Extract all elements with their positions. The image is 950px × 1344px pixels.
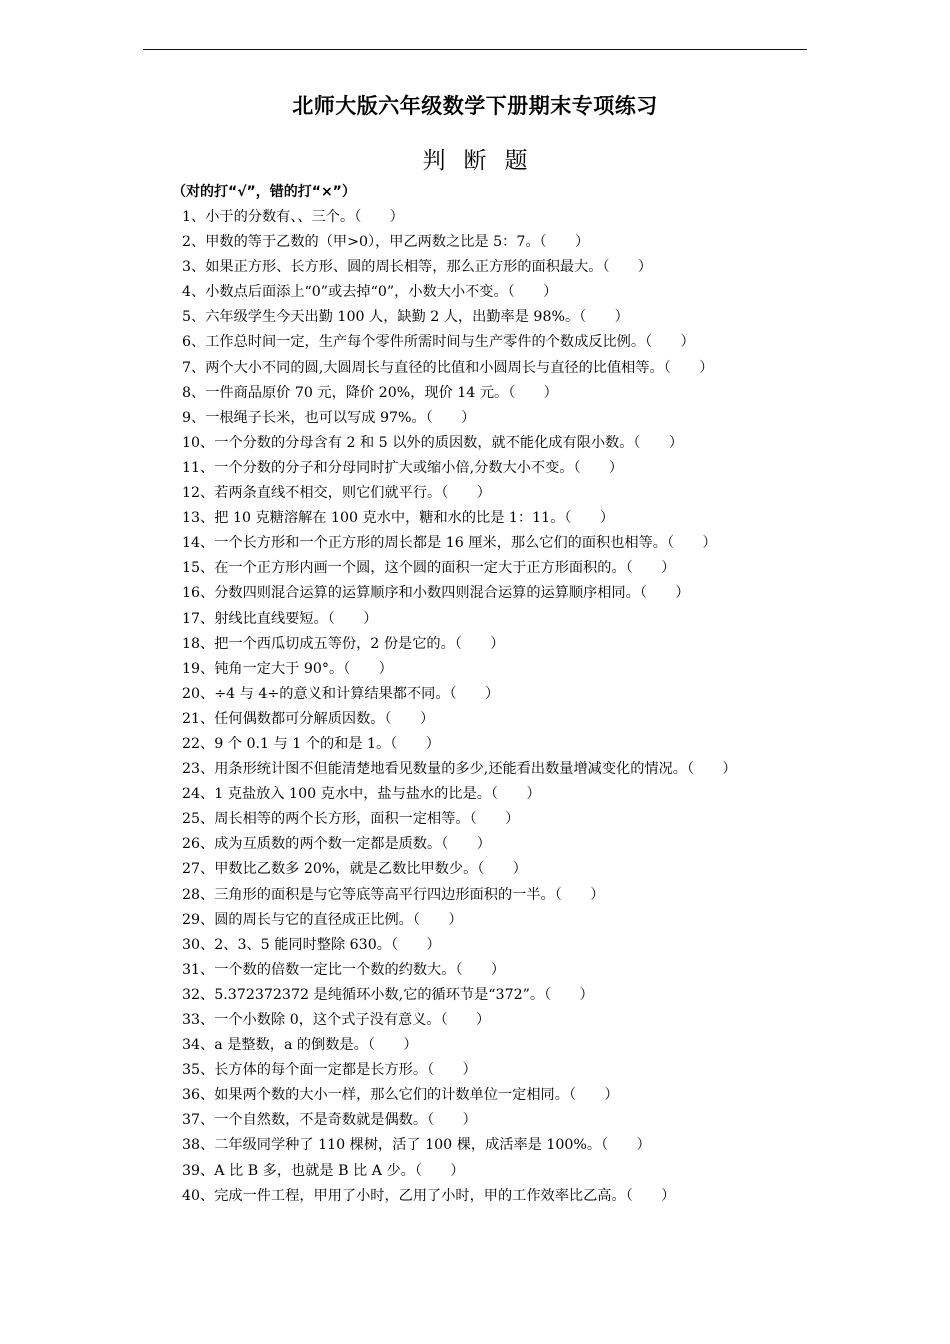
- question-item: 27、甲数比乙数多 20%，就是乙数比甲数少。（ ）: [182, 861, 527, 878]
- question-item: 36、如果两个数的大小一样，那么它们的计数单位一定相同。（ ）: [182, 1087, 619, 1104]
- question-item: 2、甲数的等于乙数的（甲>0），甲乙两数之比是 5：7。（ ）: [182, 234, 590, 251]
- question-item: 11、一个分数的分子和分母同时扩大或缩小倍,分数大小不变。（ ）: [182, 459, 624, 476]
- question-item: 5、六年级学生今天出勤 100 人，缺勤 2 人，出勤率是 98%。（ ）: [182, 309, 629, 326]
- question-item: 28、三角形的面积是与它等底等高平行四边形面积的一半。（ ）: [182, 886, 605, 903]
- question-item: 9、一根绳子长米，也可以写成 97%。（ ）: [182, 409, 476, 426]
- section-title: 判断题: [422, 148, 546, 174]
- question-item: 12、若两条直线不相交，则它们就平行。（ ）: [182, 485, 491, 502]
- question-item: 37、一个自然数，不是奇数就是偶数。（ ）: [182, 1112, 477, 1129]
- question-item: 20、÷4 与 4÷的意义和计算结果都不同。（ ）: [182, 685, 500, 702]
- question-item: 32、5.372372372 是纯循环小数,它的循环节是“372”。（ ）: [182, 986, 594, 1003]
- question-item: 14、一个长方形和一个正方形的周长都是 16 厘米，那么它们的面积也相等。（ ）: [182, 535, 717, 552]
- question-item: 40、完成一件工程，甲用了小时，乙用了小时，甲的工作效率比乙高。（ ）: [182, 1187, 676, 1204]
- question-item: 3、如果正方形、长方形、圆的周长相等，那么正方形的面积最大。（ ）: [182, 259, 653, 276]
- question-item: 22、9 个 0.1 与 1 个的和是 1。（ ）: [182, 735, 440, 752]
- question-item: 8、一件商品原价 70 元，降价 20%，现价 14 元。（ ）: [182, 384, 558, 401]
- header-rule: [143, 49, 807, 50]
- question-item: 10、一个分数的分母含有 2 和 5 以外的质因数，就不能化成有限小数。（ ）: [182, 434, 684, 451]
- document-title: 北师大版六年级数学下册期末专项练习: [292, 94, 658, 118]
- instruction-text: （对的打“√”，错的打“×”）: [172, 184, 356, 200]
- question-item: 33、一个小数除 0，这个式子没有意义。（ ）: [182, 1012, 491, 1028]
- question-item: 31、一个数的倍数一定比一个数的约数大。（ ）: [182, 961, 506, 978]
- question-item: 16、分数四则混合运算的运算顺序和小数四则混合运算的运算顺序相同。（ ）: [182, 585, 690, 602]
- question-item: 26、成为互质数的两个数一定都是质数。（ ）: [182, 836, 491, 853]
- question-item: 34、a 是整数，a 的倒数是。（ ）: [182, 1037, 418, 1054]
- question-item: 35、长方体的每个面一定都是长方形。（ ）: [182, 1062, 477, 1079]
- question-item: 30、2、3、5 能同时整除 630。（ ）: [182, 936, 441, 953]
- question-item: 24、1 克盐放入 100 克水中，盐与盐水的比是。（ ）: [182, 786, 541, 803]
- question-item: 23、用条形统计图不但能清楚地看见数量的多少,还能看出数量增减变化的情况。（ ）: [182, 761, 737, 778]
- question-item: 29、圆的周长与它的直径成正比例。（ ）: [182, 911, 463, 928]
- question-item: 6、工作总时间一定，生产每个零件所需时间与生产零件的个数成反比例。（ ）: [182, 334, 695, 351]
- question-item: 1、小于的分数有、、三个。（ ）: [182, 209, 404, 225]
- question-item: 25、周长相等的两个长方形，面积一定相等。（ ）: [182, 811, 520, 828]
- question-item: 13、把 10 克糖溶解在 100 克水中，糖和水的比是 1：11。（ ）: [182, 510, 615, 527]
- question-list: [182, 205, 737, 1209]
- question-item: 17、射线比直线要短。（ ）: [182, 610, 378, 627]
- question-item: 19、钝角一定大于 90°。（ ）: [182, 660, 393, 677]
- question-item: 38、二年级同学种了 110 棵树，活了 100 棵，成活率是 100%。（ ）: [182, 1137, 651, 1154]
- question-item: 4、小数点后面添上“0”或去掉“0”，小数大小不变。（ ）: [182, 284, 558, 301]
- question-item: 39、A 比 B 多，也就是 B 比 A 少。（ ）: [182, 1162, 465, 1179]
- question-item: 7、两个大小不同的圆,大圆周长与直径的比值和小圆周长与直径的比值相等。（ ）: [182, 359, 714, 376]
- question-item: 18、把一个西瓜切成五等份，2 份是它的。（ ）: [182, 635, 505, 652]
- question-item: 21、任何偶数都可分解质因数。（ ）: [182, 710, 435, 727]
- question-item: 15、在一个正方形内画一个圆，这个圆的面积一定大于正方形面积的。（ ）: [182, 560, 676, 577]
